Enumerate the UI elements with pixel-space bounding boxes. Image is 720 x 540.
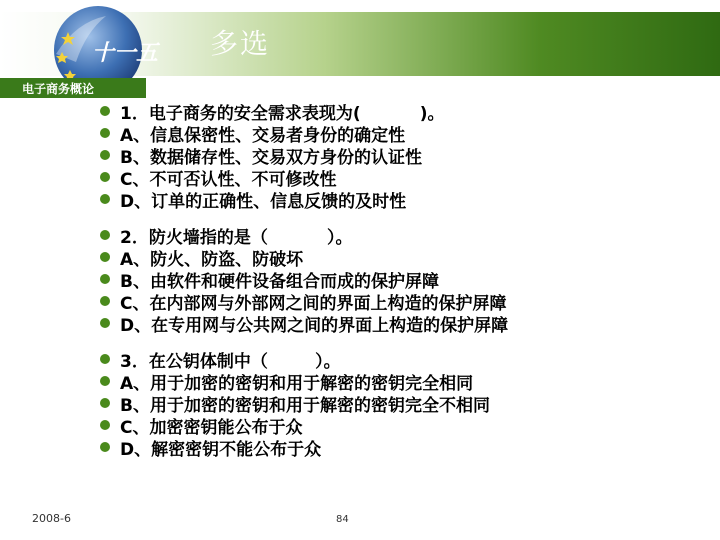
option-a: A、用于加密的密钥和用于解密的密钥完全相同 xyxy=(120,373,474,394)
question-stem: 1．电子商务的安全需求表现为( )。 xyxy=(120,103,445,124)
page-title: 多选 xyxy=(210,27,271,60)
list-item xyxy=(100,290,710,312)
option-c: C、加密密钥能公布于众 xyxy=(120,417,303,438)
list-item xyxy=(100,122,710,144)
logo-text: 十一五 xyxy=(92,41,159,66)
bullet-icon xyxy=(100,398,110,408)
bullet-icon xyxy=(100,150,110,160)
question-2 xyxy=(100,224,710,334)
question-stem: 3．在公钥体制中（ ）。 xyxy=(120,351,341,372)
option-d: D、解密密钥不能公布于众 xyxy=(120,439,322,460)
bullet-icon xyxy=(100,296,110,306)
page-number: 84 xyxy=(336,514,349,525)
option-a: A、信息保密性、交易者身份的确定性 xyxy=(120,125,406,146)
option-c: C、在内部网与外部网之间的界面上构造的保护屏障 xyxy=(120,293,507,314)
bullet-icon xyxy=(100,230,110,240)
bullet-icon xyxy=(100,274,110,284)
list-item xyxy=(100,312,710,334)
list-item xyxy=(100,188,710,210)
list-item xyxy=(100,436,710,458)
bullet-icon xyxy=(100,420,110,430)
bullet-icon xyxy=(100,376,110,386)
bullet-icon xyxy=(100,318,110,328)
bullet-icon xyxy=(100,194,110,204)
list-item xyxy=(100,246,710,268)
question-1 xyxy=(100,100,710,210)
option-d: D、订单的正确性、信息反馈的及时性 xyxy=(120,191,407,212)
list-item xyxy=(100,348,710,370)
list-item xyxy=(100,268,710,290)
option-a: A、防火、防盗、防破坏 xyxy=(120,249,304,270)
questions-list xyxy=(100,100,710,472)
bullet-icon xyxy=(100,172,110,182)
list-item xyxy=(100,166,710,188)
bullet-icon xyxy=(100,354,110,364)
list-item xyxy=(100,224,710,246)
option-b: B、用于加密的密钥和用于解密的密钥完全不相同 xyxy=(120,395,490,416)
question-3 xyxy=(100,348,710,458)
option-c: C、不可否认性、不可修改性 xyxy=(120,169,337,190)
bullet-icon xyxy=(100,252,110,262)
bullet-icon xyxy=(100,128,110,138)
bullet-icon xyxy=(100,442,110,452)
list-item xyxy=(100,414,710,436)
list-item xyxy=(100,100,710,122)
question-stem: 2．防火墙指的是（ ）。 xyxy=(120,227,353,248)
bullet-icon xyxy=(100,106,110,116)
option-b: B、由软件和硬件设备组合而成的保护屏障 xyxy=(120,271,439,292)
footer-date: 2008-6 xyxy=(32,512,71,525)
list-item xyxy=(100,370,710,392)
option-d: D、在专用网与公共网之间的界面上构造的保护屏障 xyxy=(120,315,509,336)
option-b: B、数据储存性、交易双方身份的认证性 xyxy=(120,147,422,168)
list-item xyxy=(100,392,710,414)
list-item xyxy=(100,144,710,166)
course-subtitle: 电子商务概论 xyxy=(22,82,95,96)
